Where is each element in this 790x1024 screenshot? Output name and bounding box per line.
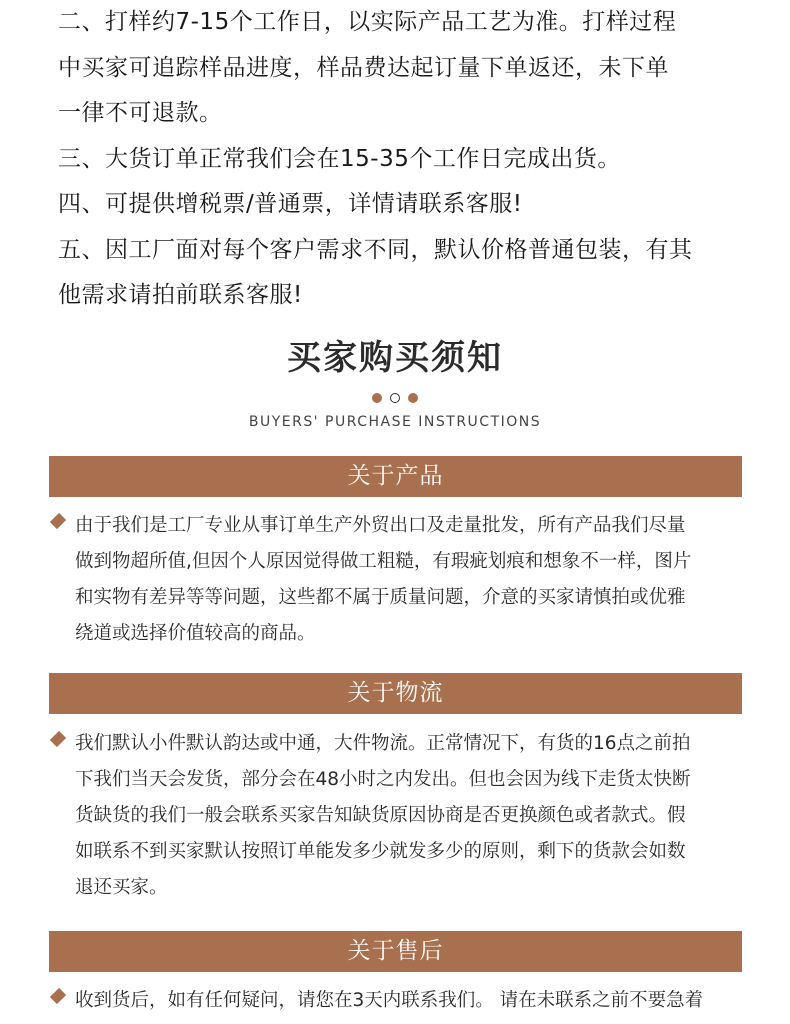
intro-line: 他需求请拍前联系客服! (58, 282, 303, 308)
text-line: 我们默认小件默认韵达或中通，大件物流。正常情况下，有货的16点之前拍 (75, 733, 691, 754)
diamond-bullet-icon (50, 513, 66, 529)
dot-icon (372, 393, 382, 403)
text-line: 货缺货的我们一般会联系买家告知缺货原因协商是否更换颜色或者款式。假 (75, 805, 686, 826)
section-product (50, 508, 750, 652)
text-line: 退还买家。 (75, 877, 168, 898)
page-title: 买家购买须知 (287, 338, 503, 378)
intro-terms (58, 0, 758, 319)
section-text (75, 983, 750, 1019)
text-line: 和实物有差异等等问题，这些都不属于质量问题，介意的买家请慎拍或优雅 (75, 587, 686, 608)
dot-icon (390, 393, 400, 403)
intro-line: 一律不可退款。 (58, 100, 223, 126)
section-text (75, 726, 750, 906)
intro-line: 二、打样约7-15个工作日，以实际产品工艺为准。打样过程 (58, 9, 677, 35)
intro-line: 五、因工厂面对每个客户需求不同，默认价格普通包装，有其 (58, 236, 693, 263)
intro-line: 四、可提供增税票/普通票，详情请联系客服! (58, 191, 523, 217)
text-line: 绕道或选择价值较高的商品。 (75, 623, 316, 644)
decorative-dots (0, 393, 790, 403)
text-line: 下我们当天会发货，部分会在48小时之内发出。但也会因为线下走货太快断 (75, 769, 691, 790)
diamond-bullet-icon (50, 731, 66, 747)
section-text (75, 508, 750, 652)
text-line: 由于我们是工厂专业从事订单生产外贸出口及走量批发，所有产品我们尽量 (75, 515, 686, 536)
intro-line: 中买家可追踪样品进度，样品费达起订量下单返还，未下单 (58, 54, 669, 81)
section-heading-logistics: 关于物流 (49, 673, 742, 714)
section-heading-aftersales: 关于售后 (49, 931, 742, 972)
text-line: 收到货后，如有任何疑问，请您在3天内联系我们。 请在未联系之前不要急着 (75, 990, 704, 1011)
dot-icon (408, 393, 418, 403)
diamond-bullet-icon (50, 988, 66, 1004)
text-line: 做到物超所值,但因个人原因觉得做工粗糙，有瑕疵划痕和想象不一样，图片 (75, 551, 692, 572)
page-subtitle: BUYERS' PURCHASE INSTRUCTIONS (248, 414, 542, 430)
section-heading-product: 关于产品 (49, 456, 742, 497)
section-aftersales (50, 983, 750, 1019)
text-line: 如联系不到买家默认按照订单能发多少就发多少的原则，剩下的货款会如数 (75, 841, 686, 862)
section-logistics (50, 726, 750, 906)
intro-line: 三、大货订单正常我们会在15-35个工作日完成出货。 (58, 145, 621, 172)
